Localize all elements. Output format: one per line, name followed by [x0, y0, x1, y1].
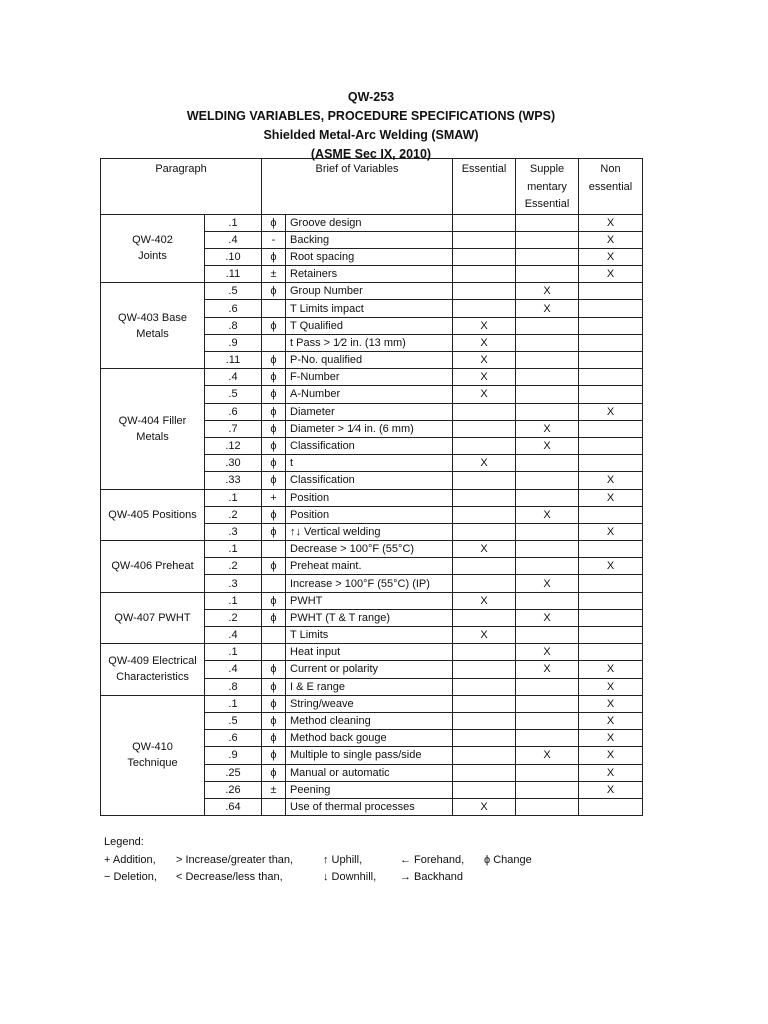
change-symbol	[262, 644, 286, 661]
supplementary-mark	[516, 678, 579, 695]
nonessential-mark	[579, 609, 643, 626]
change-symbol: ϕ	[262, 420, 286, 437]
paragraph-number: .3	[205, 523, 262, 540]
paragraph-number: .5	[205, 712, 262, 729]
supplementary-mark	[516, 248, 579, 265]
variable-brief: P-No. qualified	[286, 352, 453, 369]
change-symbol: -	[262, 231, 286, 248]
paragraph-number: .3	[205, 575, 262, 592]
paragraph-number: .30	[205, 455, 262, 472]
nonessential-mark: X	[579, 712, 643, 729]
variable-brief: Use of thermal processes	[286, 798, 453, 815]
paragraph-number: .26	[205, 781, 262, 798]
supplementary-mark: X	[516, 747, 579, 764]
change-symbol: ϕ	[262, 523, 286, 540]
supplementary-mark	[516, 472, 579, 489]
paragraph-number: .5	[205, 283, 262, 300]
title-code: QW-253	[347, 90, 395, 104]
supplementary-mark	[516, 403, 579, 420]
change-symbol: ϕ	[262, 214, 286, 231]
nonessential-mark: X	[579, 695, 643, 712]
table-row	[101, 283, 643, 300]
variable-brief: F-Number	[286, 369, 453, 386]
change-symbol: ϕ	[262, 730, 286, 747]
group-paragraph: QW-407 PWHT	[101, 592, 205, 644]
title-process: Shielded Metal-Arc Welding (SMAW)	[263, 128, 479, 142]
variable-brief: Decrease > 100°F (55°C)	[286, 541, 453, 558]
nonessential-mark	[579, 437, 643, 454]
essential-mark	[453, 506, 516, 523]
table-row	[101, 644, 643, 661]
change-symbol: ϕ	[262, 283, 286, 300]
essential-mark: X	[453, 369, 516, 386]
change-symbol: ϕ	[262, 712, 286, 729]
change-symbol: ±	[262, 266, 286, 283]
variable-brief: Increase > 100°F (55°C) (IP)	[286, 575, 453, 592]
supplementary-mark	[516, 781, 579, 798]
change-symbol: ϕ	[262, 472, 286, 489]
supplementary-mark	[516, 523, 579, 540]
group-paragraph: QW-402 Joints	[101, 214, 205, 283]
supplementary-mark: X	[516, 661, 579, 678]
essential-mark: X	[453, 386, 516, 403]
variable-brief: t Pass > 1⁄2 in. (13 mm)	[286, 334, 453, 351]
variable-brief: Diameter	[286, 403, 453, 420]
paragraph-number: .11	[205, 266, 262, 283]
paragraph-number: .64	[205, 798, 262, 815]
variable-brief: Current or polarity	[286, 661, 453, 678]
legend-addition: + Addition,	[104, 853, 156, 866]
change-symbol: ±	[262, 781, 286, 798]
essential-mark: X	[453, 334, 516, 351]
nonessential-mark	[579, 627, 643, 644]
variable-brief: Manual or automatic	[286, 764, 453, 781]
title-heading: WELDING VARIABLES, PROCEDURE SPECIFICATIONS (WPS)	[186, 109, 556, 123]
variable-brief: A-Number	[286, 386, 453, 403]
legend-change: ϕ Change	[484, 853, 532, 866]
paragraph-number: .7	[205, 420, 262, 437]
title-edition: (ASME Sec IX, 2010)	[310, 147, 432, 161]
document-title	[0, 88, 742, 164]
nonessential-mark: X	[579, 231, 643, 248]
nonessential-mark: X	[579, 214, 643, 231]
essential-mark	[453, 437, 516, 454]
supplementary-mark	[516, 214, 579, 231]
variable-brief: PWHT	[286, 592, 453, 609]
variable-brief: t	[286, 455, 453, 472]
variable-brief: Diameter > 1⁄4 in. (6 mm)	[286, 420, 453, 437]
essential-mark: X	[453, 592, 516, 609]
variable-brief: I & E range	[286, 678, 453, 695]
essential-mark: X	[453, 627, 516, 644]
supplementary-mark: X	[516, 644, 579, 661]
group-paragraph: QW-403 Base Metals	[101, 283, 205, 369]
table-row	[101, 489, 643, 506]
change-symbol: ϕ	[262, 403, 286, 420]
change-symbol	[262, 334, 286, 351]
header-brief-of-variables: Brief of Variables	[262, 159, 453, 215]
table-body	[101, 214, 643, 816]
essential-mark	[453, 214, 516, 231]
paragraph-number: .4	[205, 231, 262, 248]
essential-mark	[453, 472, 516, 489]
nonessential-mark: X	[579, 661, 643, 678]
paragraph-number: .11	[205, 352, 262, 369]
legend-decrease: < Decrease/less than,	[176, 871, 283, 883]
legend-uphill: ↑ Uphill,	[323, 853, 363, 866]
paragraph-number: .6	[205, 300, 262, 317]
change-symbol: ϕ	[262, 678, 286, 695]
essential-mark	[453, 609, 516, 626]
change-symbol	[262, 300, 286, 317]
nonessential-mark: X	[579, 764, 643, 781]
supplementary-mark	[516, 266, 579, 283]
header-nonessential: Non essential	[579, 159, 643, 215]
change-symbol	[262, 798, 286, 815]
table-row	[101, 214, 643, 231]
supplementary-mark	[516, 541, 579, 558]
group-paragraph: QW-404 Filler Metals	[101, 369, 205, 489]
supplementary-mark	[516, 798, 579, 815]
change-symbol: +	[262, 489, 286, 506]
paragraph-number: .4	[205, 661, 262, 678]
supplementary-mark	[516, 386, 579, 403]
paragraph-number: .1	[205, 489, 262, 506]
essential-mark	[453, 403, 516, 420]
nonessential-mark	[579, 352, 643, 369]
table-row	[101, 695, 643, 712]
paragraph-number: .6	[205, 730, 262, 747]
supplementary-mark: X	[516, 575, 579, 592]
table-row	[101, 541, 643, 558]
supplementary-mark: X	[516, 609, 579, 626]
legend-title: Legend:	[104, 836, 144, 848]
nonessential-mark	[579, 317, 643, 334]
legend-deletion: − Deletion,	[104, 871, 157, 883]
header-supplementary-essential: Supple mentary Essential	[516, 159, 579, 215]
essential-mark	[453, 420, 516, 437]
essential-mark: X	[453, 541, 516, 558]
change-symbol	[262, 627, 286, 644]
variable-brief: ↑↓ Vertical welding	[286, 523, 453, 540]
supplementary-mark	[516, 730, 579, 747]
supplementary-mark	[516, 334, 579, 351]
supplementary-mark	[516, 455, 579, 472]
variable-brief: Position	[286, 489, 453, 506]
nonessential-mark: X	[579, 523, 643, 540]
essential-mark	[453, 747, 516, 764]
essential-mark	[453, 248, 516, 265]
variable-brief: Multiple to single pass/side	[286, 747, 453, 764]
legend-increase: > Increase/greater than,	[176, 853, 294, 866]
paragraph-number: .1	[205, 592, 262, 609]
change-symbol: ϕ	[262, 558, 286, 575]
paragraph-number: .4	[205, 627, 262, 644]
nonessential-mark	[579, 644, 643, 661]
legend-downhill: ↓ Downhill,	[323, 871, 377, 883]
essential-mark	[453, 764, 516, 781]
legend-row-2	[104, 869, 463, 887]
supplementary-mark: X	[516, 300, 579, 317]
nonessential-mark: X	[579, 781, 643, 798]
paragraph-number: .10	[205, 248, 262, 265]
change-symbol: ϕ	[262, 661, 286, 678]
nonessential-mark	[579, 506, 643, 523]
essential-mark: X	[453, 352, 516, 369]
essential-mark	[453, 695, 516, 712]
header-paragraph: Paragraph	[101, 159, 262, 215]
supplementary-mark	[516, 231, 579, 248]
change-symbol: ϕ	[262, 317, 286, 334]
paragraph-number: .6	[205, 403, 262, 420]
variable-brief: Preheat maint.	[286, 558, 453, 575]
variable-brief: Classification	[286, 437, 453, 454]
nonessential-mark	[579, 420, 643, 437]
change-symbol: ϕ	[262, 386, 286, 403]
essential-mark	[453, 266, 516, 283]
legend-backhand: → Backhand	[400, 871, 463, 883]
essential-mark	[453, 575, 516, 592]
supplementary-mark: X	[516, 506, 579, 523]
essential-mark	[453, 300, 516, 317]
paragraph-number: .8	[205, 678, 262, 695]
essential-mark	[453, 283, 516, 300]
change-symbol	[262, 541, 286, 558]
table-header-row	[101, 159, 643, 215]
supplementary-mark	[516, 317, 579, 334]
nonessential-mark: X	[579, 747, 643, 764]
table-row	[101, 592, 643, 609]
nonessential-mark: X	[579, 558, 643, 575]
change-symbol: ϕ	[262, 592, 286, 609]
paragraph-number: .1	[205, 644, 262, 661]
legend	[104, 834, 532, 887]
supplementary-mark	[516, 592, 579, 609]
table-row	[101, 369, 643, 386]
paragraph-number: .2	[205, 558, 262, 575]
variable-brief: Backing	[286, 231, 453, 248]
group-paragraph: QW-409 Electrical Characteristics	[101, 644, 205, 696]
change-symbol	[262, 575, 286, 592]
paragraph-number: .2	[205, 609, 262, 626]
variable-brief: T Limits impact	[286, 300, 453, 317]
essential-mark: X	[453, 798, 516, 815]
essential-mark	[453, 523, 516, 540]
nonessential-mark	[579, 334, 643, 351]
variable-brief: T Qualified	[286, 317, 453, 334]
group-paragraph: QW-405 Positions	[101, 489, 205, 541]
supplementary-mark	[516, 558, 579, 575]
supplementary-mark: X	[516, 437, 579, 454]
nonessential-mark	[579, 592, 643, 609]
variable-brief: Position	[286, 506, 453, 523]
paragraph-number: .1	[205, 695, 262, 712]
essential-mark	[453, 730, 516, 747]
paragraph-number: .1	[205, 214, 262, 231]
essential-mark: X	[453, 455, 516, 472]
change-symbol: ϕ	[262, 248, 286, 265]
welding-variables-table	[100, 158, 643, 816]
paragraph-number: .4	[205, 369, 262, 386]
nonessential-mark: X	[579, 730, 643, 747]
nonessential-mark	[579, 798, 643, 815]
supplementary-mark	[516, 627, 579, 644]
essential-mark	[453, 661, 516, 678]
paragraph-number: .12	[205, 437, 262, 454]
paragraph-number: .5	[205, 386, 262, 403]
change-symbol: ϕ	[262, 506, 286, 523]
supplementary-mark	[516, 764, 579, 781]
change-symbol: ϕ	[262, 437, 286, 454]
paragraph-number: .33	[205, 472, 262, 489]
nonessential-mark: X	[579, 472, 643, 489]
change-symbol: ϕ	[262, 352, 286, 369]
paragraph-number: .1	[205, 541, 262, 558]
variable-brief: Retainers	[286, 266, 453, 283]
nonessential-mark	[579, 369, 643, 386]
header-essential: Essential	[453, 159, 516, 215]
essential-mark	[453, 781, 516, 798]
variable-brief: Method back gouge	[286, 730, 453, 747]
variable-brief: PWHT (T & T range)	[286, 609, 453, 626]
nonessential-mark: X	[579, 403, 643, 420]
nonessential-mark: X	[579, 266, 643, 283]
supplementary-mark	[516, 695, 579, 712]
paragraph-number: .9	[205, 747, 262, 764]
variable-brief: String/weave	[286, 695, 453, 712]
supplementary-mark: X	[516, 420, 579, 437]
variable-brief: Peening	[286, 781, 453, 798]
nonessential-mark: X	[579, 489, 643, 506]
change-symbol: ϕ	[262, 695, 286, 712]
essential-mark: X	[453, 317, 516, 334]
supplementary-mark	[516, 489, 579, 506]
legend-forehand: ← Forehand,	[400, 853, 465, 866]
variable-brief: Group Number	[286, 283, 453, 300]
variable-brief: Groove design	[286, 214, 453, 231]
variable-brief: Classification	[286, 472, 453, 489]
change-symbol: ϕ	[262, 747, 286, 764]
paragraph-number: .25	[205, 764, 262, 781]
essential-mark	[453, 231, 516, 248]
supplementary-mark: X	[516, 283, 579, 300]
change-symbol: ϕ	[262, 455, 286, 472]
essential-mark	[453, 712, 516, 729]
nonessential-mark: X	[579, 248, 643, 265]
change-symbol: ϕ	[262, 609, 286, 626]
nonessential-mark	[579, 575, 643, 592]
change-symbol: ϕ	[262, 764, 286, 781]
supplementary-mark	[516, 352, 579, 369]
nonessential-mark	[579, 541, 643, 558]
group-paragraph: QW-410 Technique	[101, 695, 205, 815]
supplementary-mark	[516, 369, 579, 386]
essential-mark	[453, 644, 516, 661]
change-symbol: ϕ	[262, 369, 286, 386]
variable-brief: T Limits	[286, 627, 453, 644]
nonessential-mark	[579, 455, 643, 472]
nonessential-mark	[579, 300, 643, 317]
essential-mark	[453, 489, 516, 506]
nonessential-mark	[579, 283, 643, 300]
paragraph-number: .2	[205, 506, 262, 523]
nonessential-mark	[579, 386, 643, 403]
essential-mark	[453, 678, 516, 695]
variable-brief: Method cleaning	[286, 712, 453, 729]
paragraph-number: .8	[205, 317, 262, 334]
legend-row-1	[104, 852, 532, 870]
variable-brief: Heat input	[286, 644, 453, 661]
paragraph-number: .9	[205, 334, 262, 351]
variable-brief: Root spacing	[286, 248, 453, 265]
group-paragraph: QW-406 Preheat	[101, 541, 205, 593]
supplementary-mark	[516, 712, 579, 729]
essential-mark	[453, 558, 516, 575]
nonessential-mark: X	[579, 678, 643, 695]
